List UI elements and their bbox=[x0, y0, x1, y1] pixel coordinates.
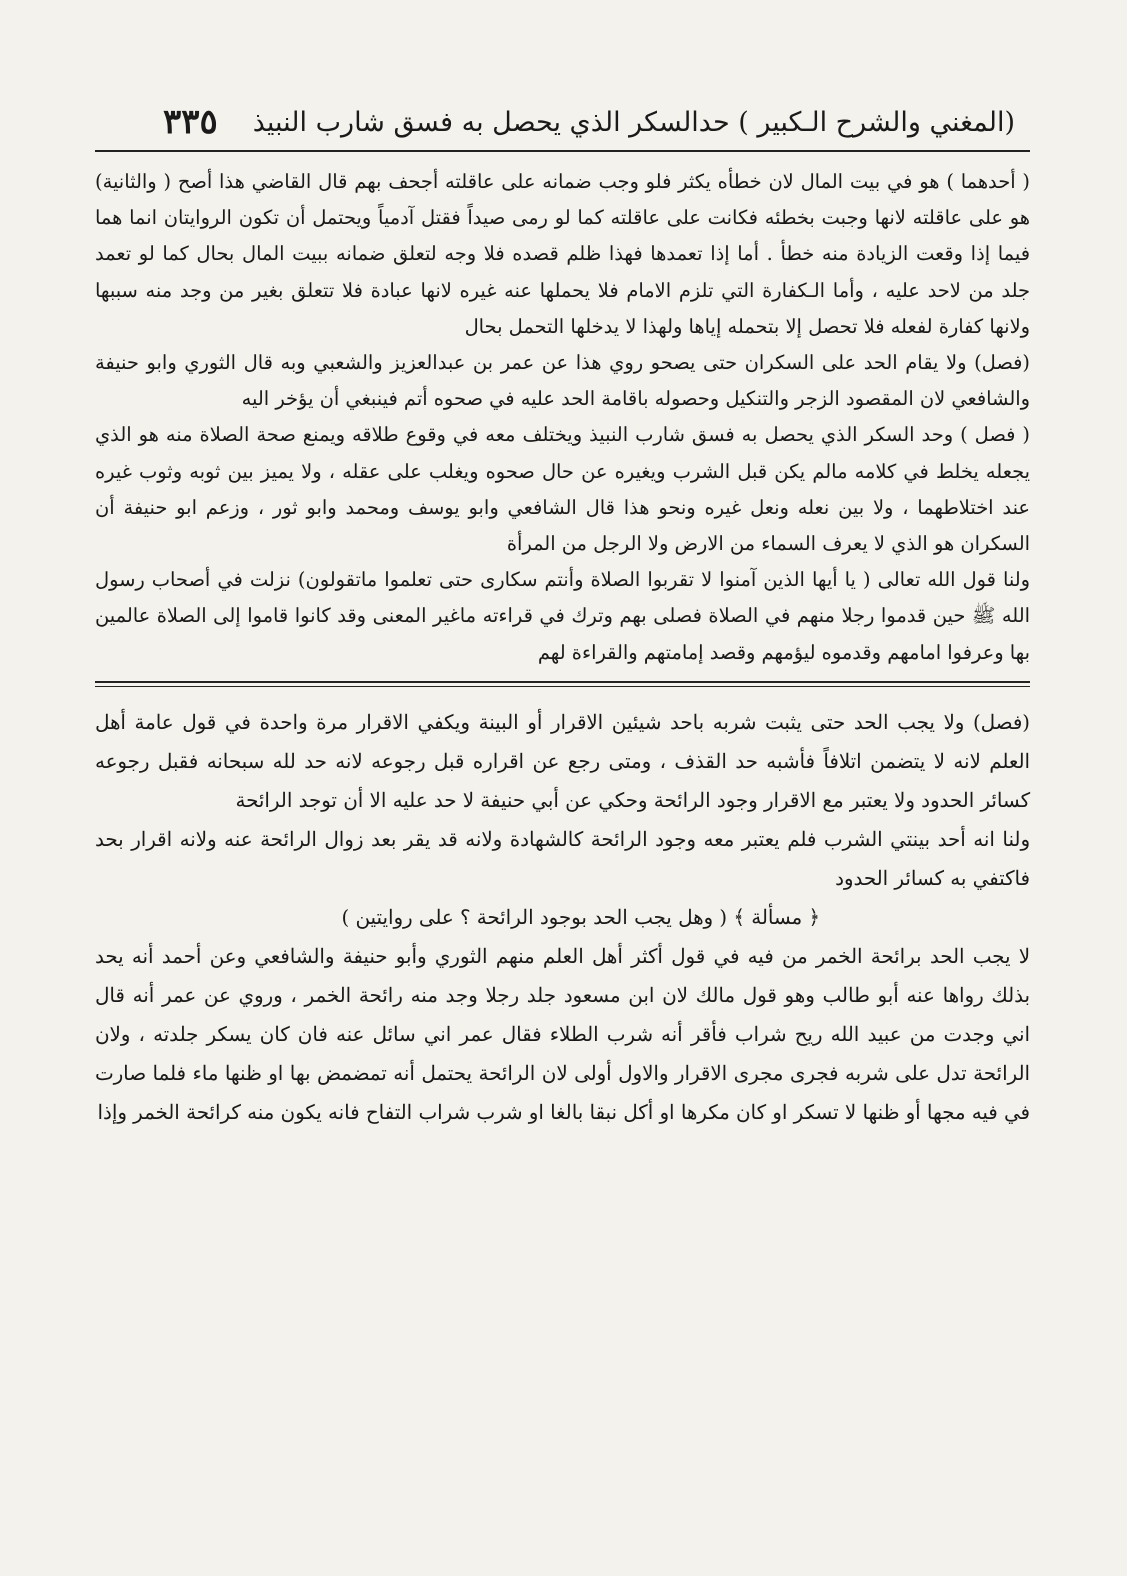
main-paragraph: ولنا انه أحد بينتي الشرب فلم يعتبر معه وجود الرائحة كالشهادة ولانه قد يقر بعد زوال الرائحة عنه ولانه اقرار بحد فاكتفي به كسائر الحدود bbox=[95, 827, 1030, 890]
page bbox=[95, 96, 1030, 1496]
masala-heading: ﴿ مسألة ﴾ ( وهل يجب الحد بوجود الرائحة ؟ على روايتين ) bbox=[341, 905, 820, 929]
page-header bbox=[95, 96, 1030, 148]
main-paragraph: (فصل) ولا يجب الحد حتى يثبت شربه باحد شيئين الاقرار أو البينة ويكفي الاقرار مرة واحدة في قول عامة أهل العلم لانه لا يتضمن اتلافاً فأشبه حد القذف ، ومتى رجع عن اقراره قبل رجوعه لانه حد لله سبحانه فقبل رجوعه كسائر الحدود ولا يعتبر مع الاقرار وجود الرائحة وحكي عن أبي حنيفة لا حد عليه الا أن توجد الرائحة bbox=[95, 710, 1030, 812]
commentary-paragraph: (فصل) ولا يقام الحد على السكران حتى يصحو روي هذا عن عمر بن عبدالعزيز والشعبي وبه قال الثوري وابو حنيفة والشافعي لان المقصود الزجر والتنكيل وحصوله باقامة الحد عليه في صحوه أتم فينبغي أن يؤخر اليه bbox=[95, 351, 1030, 411]
separator-line-thin bbox=[95, 686, 1030, 687]
main-text-section bbox=[95, 703, 1030, 1132]
separator-line-thick bbox=[95, 681, 1030, 683]
commentary-paragraph: ولنا قول الله تعالى ( يا أيها الذين آمنوا لا تقربوا الصلاة وأنتم سكارى حتى تعلموا ماتقولون) نزلت في أصحاب رسول الله ﷺ حين قدموا رجلا منهم في الصلاة فصلى بهم وترك في قراءته ماغير المعنى وقد كانوا قاموا إلى الصلاة عالمين بها وعرفوا امامهم وقدموه ليؤمهم وقصد إمامتهم والقراءة لهم bbox=[95, 568, 1030, 664]
commentary-section bbox=[95, 164, 1030, 671]
running-title: (المغني والشرح الـكبير ) حدالسكر الذي يحصل به فسق شارب النبيذ bbox=[252, 106, 1015, 138]
main-paragraph: لا يجب الحد برائحة الخمر من فيه في قول أكثر أهل العلم منهم الثوري وأبو حنيفة والشافعي وعن أحمد أنه يحد بذلك رواها عنه أبو طالب وهو قول مالك لان ابن مسعود جلد رجلا وجد منه رائحة الخمر ، وروي عن عمر أنه قال اني وجدت من عبيد الله ريح شراب فأقر أنه شرب الطلاء فقال عمر اني سائل عنه فان كان يسكر جلدته ، ولان الرائحة تدل على شربه فجرى مجرى الاقرار والاول أولى لان الرائحة يحتمل أنه تمضمض بها او ظنها ماء فلما صارت في فيه مجها أو ظنها لا تسكر او كان مكرها او أكل نبقا بالغا او شرب شراب التفاح فانه يكون منه كرائحة الخمر وإذا bbox=[95, 944, 1030, 1124]
header-rule bbox=[95, 150, 1030, 152]
commentary-paragraph: ( فصل ) وحد السكر الذي يحصل به فسق شارب النبيذ ويختلف معه في وقوع طلاقه ويمنع صحة الصلاة منه هو الذي يجعله يخلط في كلامه مالم يكن قبل الشرب ويغيره عن حال صحوه ويغلب على عقله ، ولا يميز بين ثوبه وثوب غيره عند اختلاطهما ، ولا بين نعله ونعل غيره ونحو هذا قال الشافعي وابو يوسف ومحمد وابو ثور ، وزعم ابو حنيفة أن السكران هو الذي لا يعرف السماء من الارض ولا الرجل من المرأة bbox=[95, 423, 1030, 556]
commentary-paragraph: ( أحدهما ) هو في بيت المال لان خطأه يكثر فلو وجب ضمانه على عاقلته أجحف بهم قال القاضي هذا أصح ( والثانية) هو على عاقلته لانها وجبت بخطئه فكانت على عاقلته كما لو رمى صيداً فقتل آدمياً ويحتمل أن تكون الروايتان انما هما فيما إذا وقعت الزيادة منه خطأ . أما إذا تعمدها فهذا ظلم قصده فلا وجه لتعلق ضمانه ببيت المال بحال كما لو تعمد جلد من لاحد عليه ، وأما الـكفارة التي تلزم الامام فلا يحملها عنه غيره لانها عبادة فلا تتعلق بغير من وجد منه سببها ولانها كفارة لفعله فلا تحصل إلا بتحمله إياها ولهذا لا يدخلها التحمل بحال bbox=[95, 170, 1030, 338]
page-number: ٣٣٥ bbox=[163, 102, 218, 142]
section-separator bbox=[95, 681, 1030, 687]
